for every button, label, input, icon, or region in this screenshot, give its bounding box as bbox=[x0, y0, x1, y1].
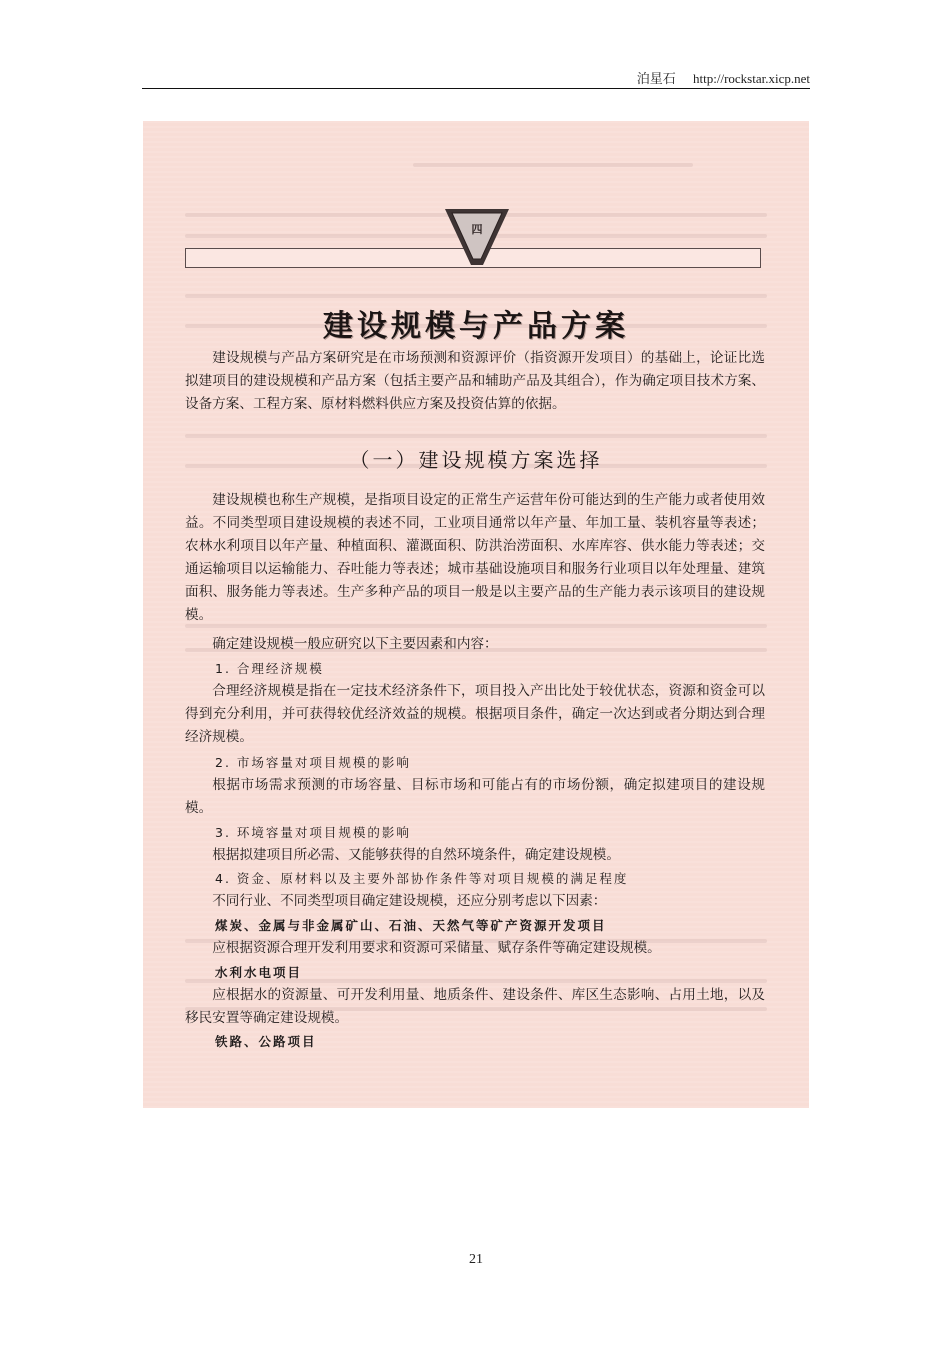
paragraph-factors-intro: 确定建设规模一般应研究以下主要因素和内容： bbox=[212, 636, 498, 652]
site-url: http://rockstar.xicp.net bbox=[693, 71, 810, 86]
chapter-number: 四 bbox=[471, 223, 483, 236]
site-name: 泊星石 bbox=[636, 71, 676, 86]
bleed-through-line bbox=[413, 163, 693, 167]
item-text-2: 根据市场需求预测的市场容量、目标市场和可能占有的市场份额，确定拟建项目的建设规模。 bbox=[185, 777, 765, 816]
page-header bbox=[142, 68, 810, 87]
section-heading: （一）建设规模方案选择 bbox=[349, 448, 603, 472]
scanned-page bbox=[143, 121, 809, 1108]
chapter-title: 建设规模与产品方案 bbox=[323, 309, 629, 344]
chapter-badge bbox=[443, 209, 511, 265]
header-rule bbox=[142, 88, 810, 89]
intro-paragraph: 建设规模与产品方案研究是在市场预测和资源评价（指资源开发项目）的基础上，论证比选拟建项目的建设规模和产品方案（包括主要产品和辅助产品及其组合），作为确定项目技术方案、设备方案、工程方案、原材料燃料供应方案及投资估算的依据。 bbox=[185, 350, 765, 412]
item-heading-1: 1. 合理经济规模 bbox=[215, 661, 324, 676]
item-heading-3: 3. 环境容量对项目规模的影响 bbox=[215, 825, 411, 840]
chapter-badge-shape bbox=[443, 209, 511, 265]
item-heading-4: 4. 资金、原材料以及主要外部协作条件等对项目规模的满足程度 bbox=[215, 871, 629, 886]
item-text-1: 合理经济规模是指在一定技术经济条件下，项目投入产出比处于较优状态，资源和资金可以得到充分利用，并可获得较优经济效益的规模。根据项目条件，确定一次达到或者分期达到合理经济规模。 bbox=[185, 683, 765, 745]
bleed-through-line bbox=[185, 294, 767, 298]
subitem-heading-railway: 铁路、公路项目 bbox=[215, 1034, 317, 1049]
subitem-text-water: 应根据水的资源量、可开发利用量、地质条件、建设条件、库区生态影响、占用土地，以及移民安置等确定建设规模。 bbox=[185, 987, 765, 1026]
item-text-4: 不同行业、不同类型项目确定建设规模，还应分别考虑以下因素： bbox=[212, 893, 607, 909]
paragraph-scale-definition: 建设规模也称生产规模，是指项目设定的正常生产运营年份可能达到的生产能力或者使用效益。不同类型项目建设规模的表述不同，工业项目通常以年产量、年加工量、装机容量等表述；农林水利项目以年产量、种植面积、灌溉面积、防洪治涝面积、水库库容、供水能力等表述；交通运输项目以运输能力、吞吐能力等表述；城市基础设施项目和服务行业项目以年处理量、建筑面积、服务能力等表述。生产多种产品的项目一般是以主要产品的生产能力表示该项目的建设规模。 bbox=[185, 492, 765, 623]
item-heading-2: 2. 市场容量对项目规模的影响 bbox=[215, 755, 411, 770]
page-number: 21 bbox=[469, 1252, 483, 1267]
subitem-heading-mining: 煤炭、金属与非金属矿山、石油、天然气等矿产资源开发项目 bbox=[215, 918, 607, 933]
item-text-3: 根据拟建项目所必需、又能够获得的自然环境条件，确定建设规模。 bbox=[212, 847, 620, 863]
bleed-through-line bbox=[185, 434, 767, 438]
subitem-heading-water: 水利水电项目 bbox=[215, 965, 303, 980]
subitem-text-mining: 应根据资源合理开发利用要求和资源可采储量、赋存条件等确定建设规模。 bbox=[212, 940, 661, 956]
